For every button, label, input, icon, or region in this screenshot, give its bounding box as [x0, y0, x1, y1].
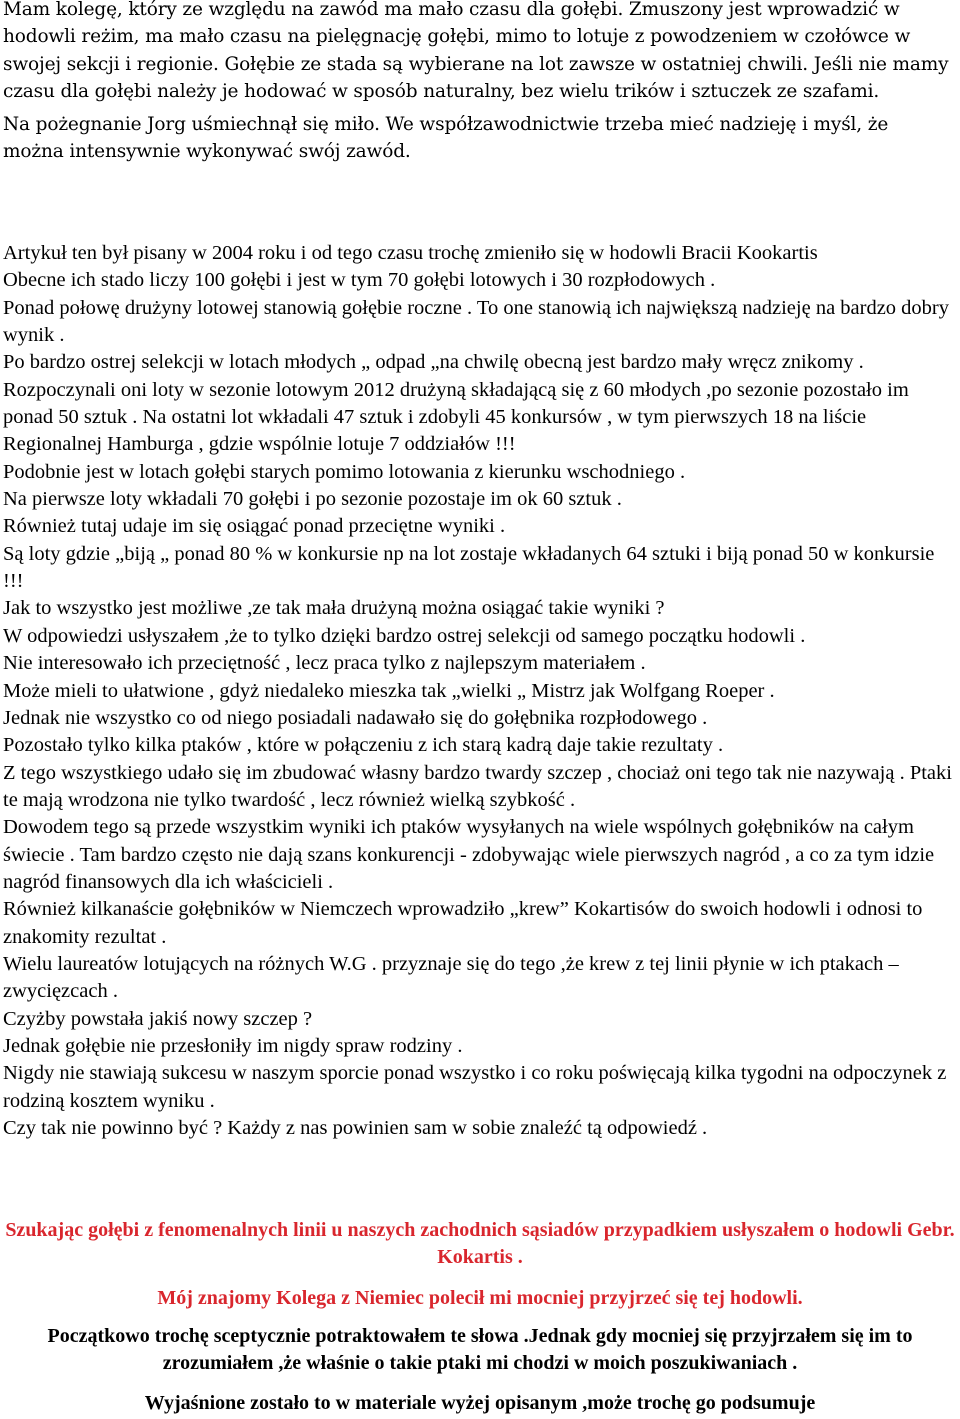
intro-paragraph-1: Mam kolegę, który ze względu na zawód ma mało czasu dla gołębi. Zmuszony jest wprowadzić w hodowli reżim, ma mało czasu na pielęgnację gołębi, mimo to lotuje z powodzeniem w czołówce w swojej sekcji i regionie. Gołębie ze stada są wybierane na lot zawsze w ostatniej chwili. Jeśli nie mamy czasu dla gołębi należy je hodować w sposób naturalny, bez wielu trików i sztuczek ze szafami. — [3, 0, 949, 102]
article-line: Artykuł ten był pisany w 2004 roku i od tego czasu trochę zmieniło się w hodowli Bracii Kookartis — [3, 242, 818, 264]
article-line: Podobnie jest w lotach gołębi starych pomimo lotowania z kierunku wschodniego . — [3, 460, 686, 483]
article-line: W odpowiedzi usłyszałem ,że to tylko dzięki bardzo ostrej selekcji od samego początku hodowli . — [3, 624, 806, 647]
article-line: Czy tak nie powinno być ? Każdy z nas powinien sam w sobie znaleźć tą odpowiedź . — [3, 1117, 708, 1139]
article-line: Jak to wszystko jest możliwe ,ze tak mała drużyną można osiągać takie wyniki ? — [3, 597, 665, 620]
article-line: Są loty gdzie „biją „ ponad 80 % w konkursie np na lot zostaje wkładanych 64 sztuki i biją ponad 50 w konkursie !!! — [3, 542, 935, 593]
closing-paragraph-2: Wyjaśnione zostało to w materiale wyżej opisanym ,może trochę go podsumuje — [144, 1392, 816, 1414]
article-line: Jednak nie wszystko co od niego posiadali nadawało się do gołębnika rozpłodowego . — [3, 706, 708, 729]
article-line: Nigdy nie stawiają sukcesu w naszym sporcie ponad wszystko i co roku poświęcają kilka tygodni na odpoczynek z rodziną kosztem wyniku . — [3, 1062, 947, 1112]
article-line: Również kilkanaście gołębników w Niemczech wprowadziło „krew” Kokartisów do swoich hodowli i odnosi to znakomity rezultat . — [3, 898, 923, 948]
article-line: Może mieli to ułatwione , gdyż niedaleko mieszka tak „wielki „ Mistrz jak Wolfgang Roeper . — [3, 679, 775, 702]
article-line: Dowodem tego są przede wszystkim wyniki ich ptaków wysyłanych na wiele wspólnych gołębników na całym świecie . Tam bardzo często nie dają szans konkurencji - zdobywając wiele pierwszych nagród , a co za tym idzie nagród finansowych dla ich właścicieli . — [3, 816, 935, 893]
intro-paragraph-2: Na pożegnanie Jorg uśmiechnął się miło. We współzawodnictwie trzeba mieć nadzieję i myśl, że można intensywnie wykonywać swój zawód. — [3, 114, 889, 163]
article-line: Nie interesowało ich przeciętność , lecz praca tylko z najlepszym materiałem . — [3, 652, 646, 675]
intro-section — [3, 0, 953, 166]
article-line: Na pierwsze loty wkładali 70 gołębi i po sezonie pozostaje im ok 60 sztuk . — [3, 488, 622, 511]
article-line: Z tego wszystkiego udało się im zbudować własny bardzo twardy szczep , chociaż oni tego tak nie nazywają . Ptaki te mają wrodzona nie tylko twardość , lecz również wielką szybkość . — [3, 761, 952, 811]
closing-red-paragraph-2: Mój znajomy Kolega z Niemiec polecił mi mocniej przyjrzeć się tej hodowli. — [157, 1287, 803, 1309]
article-line: Ponad połowę drużyny lotowej stanowią gołębie roczne . To one stanowią ich największą nadzieję na bardzo dobry wynik . — [3, 296, 950, 347]
article-line: Obecne ich stado liczy 100 gołębi i jest w tym 70 gołębi lotowych i 30 rozpłodowych . — [3, 269, 716, 292]
article-line: Czyżby powstała jakiś nowy szczep ? — [3, 1007, 313, 1030]
article-line: Również tutaj udaje im się osiągać ponad przeciętne wyniki . — [3, 515, 506, 538]
article-line: Po bardzo ostrej selekcji w lotach młodych „ odpad „na chwilę obecną jest bardzo mały wręcz znikomy . Rozpoczynali oni loty w sezonie lotowym 2012 drużyną składającą się z 60 młodych ,po sezonie pozostało im ponad 50 sztuk . Na ostatni lot wkładali 47 sztuk i zdobyli 45 konkursów , w tym pierwszych 18 na liście Regionalnej Hamburga , gdzie wspólnie lotuje 7 oddziałów !!! — [3, 351, 909, 456]
closing-red-paragraph-1: Szukając gołębi z fenomenalnych linii u naszych zachodnich sąsiadów przypadkiem usłyszałem o hodowli Gebr. Kokartis . — [5, 1219, 955, 1269]
article-line: Wielu laureatów lotujących na różnych W.G . przyznaje się do tego ,że krew z tej linii płynie w ich ptakach – zwycięzcach . — [3, 952, 899, 1003]
article-line: Jednak gołębie nie przesłoniły im nigdy spraw rodziny . — [3, 1034, 463, 1057]
closing-paragraph-1: Początkowo trochę sceptycznie potraktowałem te słowa .Jednak gdy mocniej się przyjrzałem się im to zrozumiałem ,że właśnie o takie ptaki mi chodzi w moich poszukiwaniach . — [47, 1325, 913, 1375]
article-line: Pozostało tylko kilka ptaków , które w połączeniu z ich starą kadrą daje takie rezultaty . — [3, 734, 724, 757]
article-body — [3, 240, 958, 1142]
